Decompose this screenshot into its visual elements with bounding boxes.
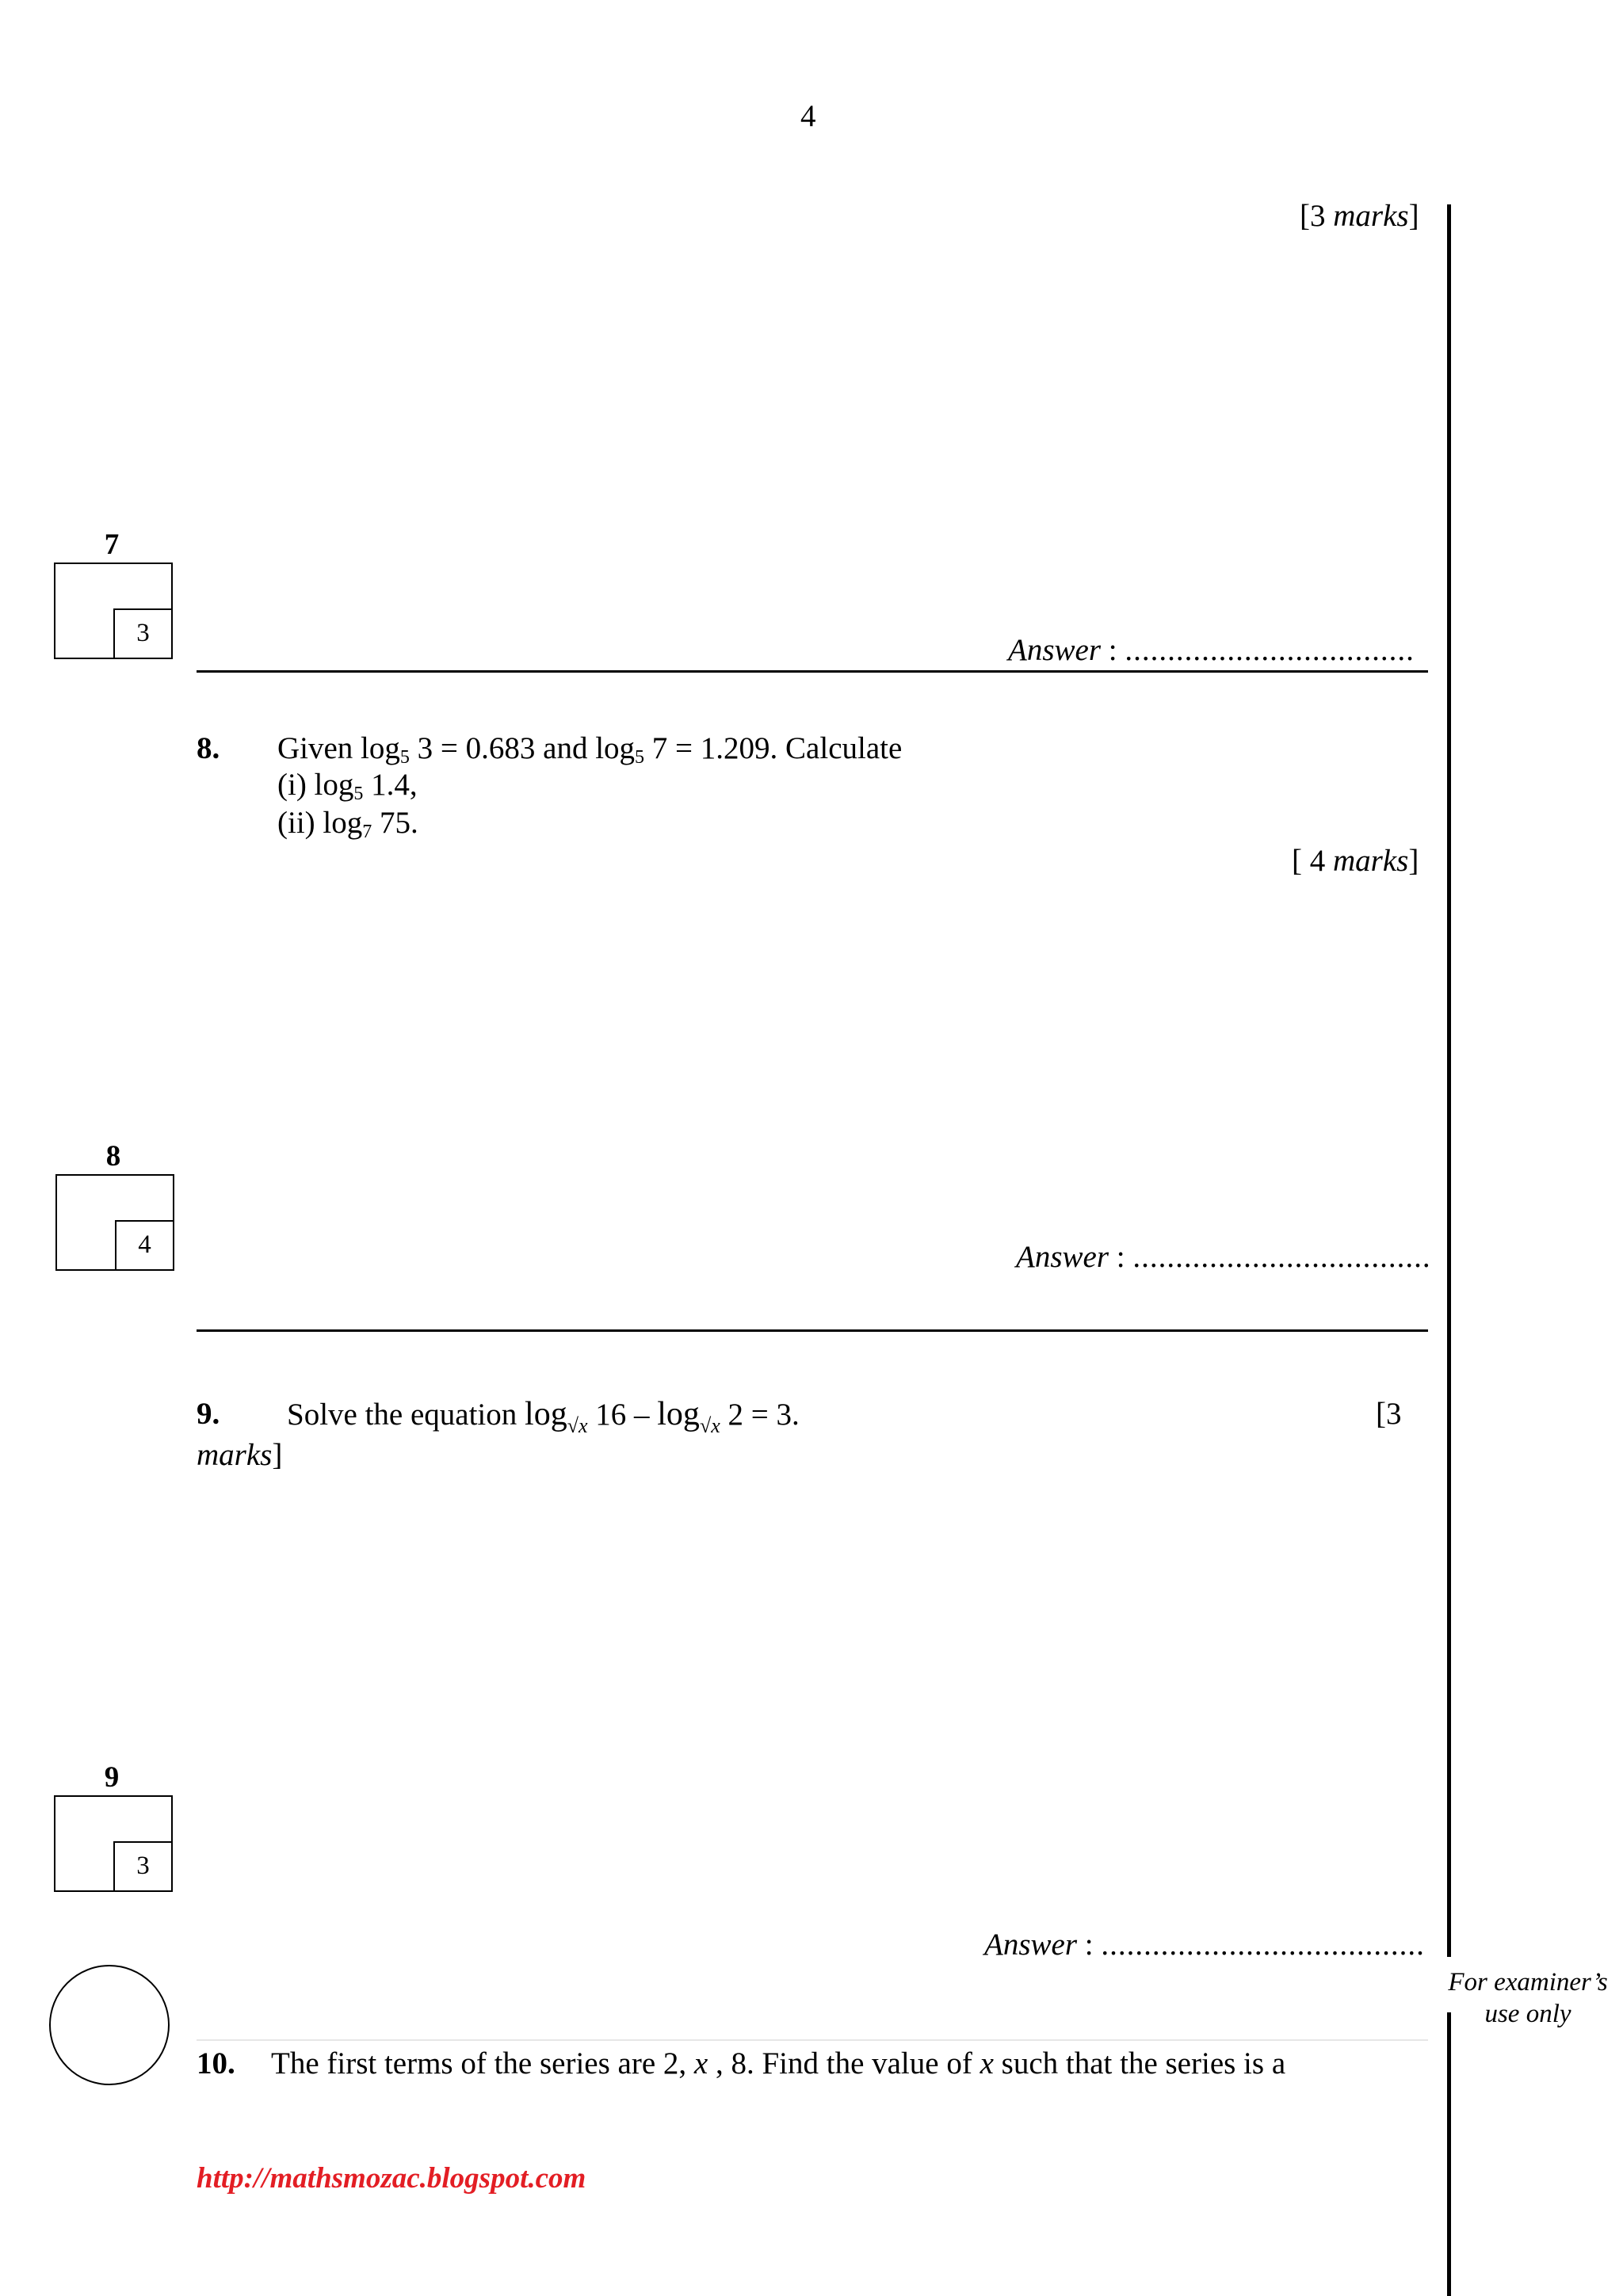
q10-var-x2: x: [980, 2046, 994, 2081]
q7-score-value: 3: [113, 608, 173, 659]
q9-answer-label: Answer: [984, 1928, 1077, 1962]
q8-answer-line: [1016, 1239, 1431, 1276]
q7-answer-line: [1008, 632, 1415, 669]
q10-score-circle: [49, 1965, 170, 2085]
q8-base-2: 5: [635, 747, 645, 768]
q8-score-value: 4: [115, 1220, 174, 1271]
q9-marks-wrap: [197, 1437, 282, 1474]
q8-part-i-base: 5: [353, 784, 364, 804]
q7-marks: [1300, 198, 1419, 235]
q8-text-1: Given log: [277, 731, 400, 765]
q9-answer-colon: :: [1077, 1928, 1102, 1962]
q8-part-i-value: 1.4,: [363, 768, 418, 802]
q9-text: Solve the equation: [287, 1398, 525, 1432]
q10-text-a: The first terms of the series are 2,: [271, 2046, 694, 2081]
footer-link[interactable]: http://mathsmozac.blogspot.com: [197, 2162, 586, 2195]
q10-var-x1: x: [693, 2046, 708, 2081]
q9-box-number: 9: [104, 1761, 120, 1794]
examiner-note: [1433, 1966, 1623, 2030]
q10-text-b: , 8. Find the value of: [708, 2046, 980, 2081]
q7-separator: [197, 670, 1428, 673]
q8-part-ii-value: 75.: [372, 806, 418, 840]
q8-box-number: 8: [105, 1140, 121, 1173]
q8-text-3: 7 = 1.209. Calculate: [644, 731, 903, 765]
q8-part-ii: [277, 805, 418, 841]
q8-part-i-text: (i) log: [277, 768, 354, 802]
q8-separator: [197, 1329, 1428, 1332]
q7-answer-colon: :: [1101, 633, 1125, 667]
q9-separator: [197, 2039, 1428, 2041]
q9-log-1: log: [525, 1396, 567, 1432]
q9-answer-dots: ......................................: [1101, 1928, 1425, 1962]
q9-base-1: √x: [567, 1414, 588, 1437]
q8-part-i: [277, 767, 418, 803]
q8-marks-close: ]: [1408, 844, 1419, 878]
q9-log-2: log: [657, 1396, 700, 1432]
examiner-note-line1: For examiner’s: [1448, 1968, 1608, 1997]
q10-number: 10.: [197, 2046, 235, 2081]
page-number: 4: [800, 99, 816, 133]
q8-answer-dots: ...................................: [1132, 1240, 1431, 1274]
q9-equation: [287, 1396, 800, 1437]
q7-marks-open: [3: [1300, 199, 1334, 233]
q9-tail: 2 = 3.: [720, 1398, 800, 1432]
q9-score-value: 3: [113, 1841, 173, 1892]
q9-answer-line: [984, 1927, 1425, 1963]
q8-part-ii-base: 7: [362, 822, 372, 842]
q8-marks-word: marks: [1333, 844, 1409, 878]
q8-part-ii-text: (ii) log: [277, 806, 363, 840]
q9-marks-word: marks: [197, 1438, 273, 1472]
q7-answer-label: Answer: [1008, 633, 1101, 667]
q8-given-line: [277, 730, 902, 767]
q9-base-2: √x: [699, 1414, 720, 1437]
q8-answer-label: Answer: [1016, 1240, 1109, 1274]
q8-marks: [1292, 843, 1419, 879]
q9-marks-close: ]: [272, 1438, 283, 1472]
q8-base-1: 5: [399, 747, 410, 768]
q9-number: 9.: [197, 1397, 220, 1431]
q7-box-number: 7: [104, 528, 120, 561]
q9-marks-open: [3: [1376, 1397, 1402, 1431]
q10-text-c: such that the series is a: [993, 2046, 1286, 2081]
q8-answer-colon: :: [1109, 1240, 1133, 1274]
examiner-note-line2: use only: [1484, 2000, 1571, 2028]
q9-mid: 16 –: [587, 1398, 658, 1432]
q7-marks-word: marks: [1333, 199, 1409, 233]
q10-text: [271, 2046, 1285, 2082]
q7-answer-dots: ..................................: [1125, 633, 1415, 667]
q7-marks-close: ]: [1408, 199, 1419, 233]
q8-text-2: 3 = 0.683 and log: [409, 731, 636, 765]
q8-marks-open: [ 4: [1292, 844, 1333, 878]
q8-number: 8.: [197, 731, 220, 765]
